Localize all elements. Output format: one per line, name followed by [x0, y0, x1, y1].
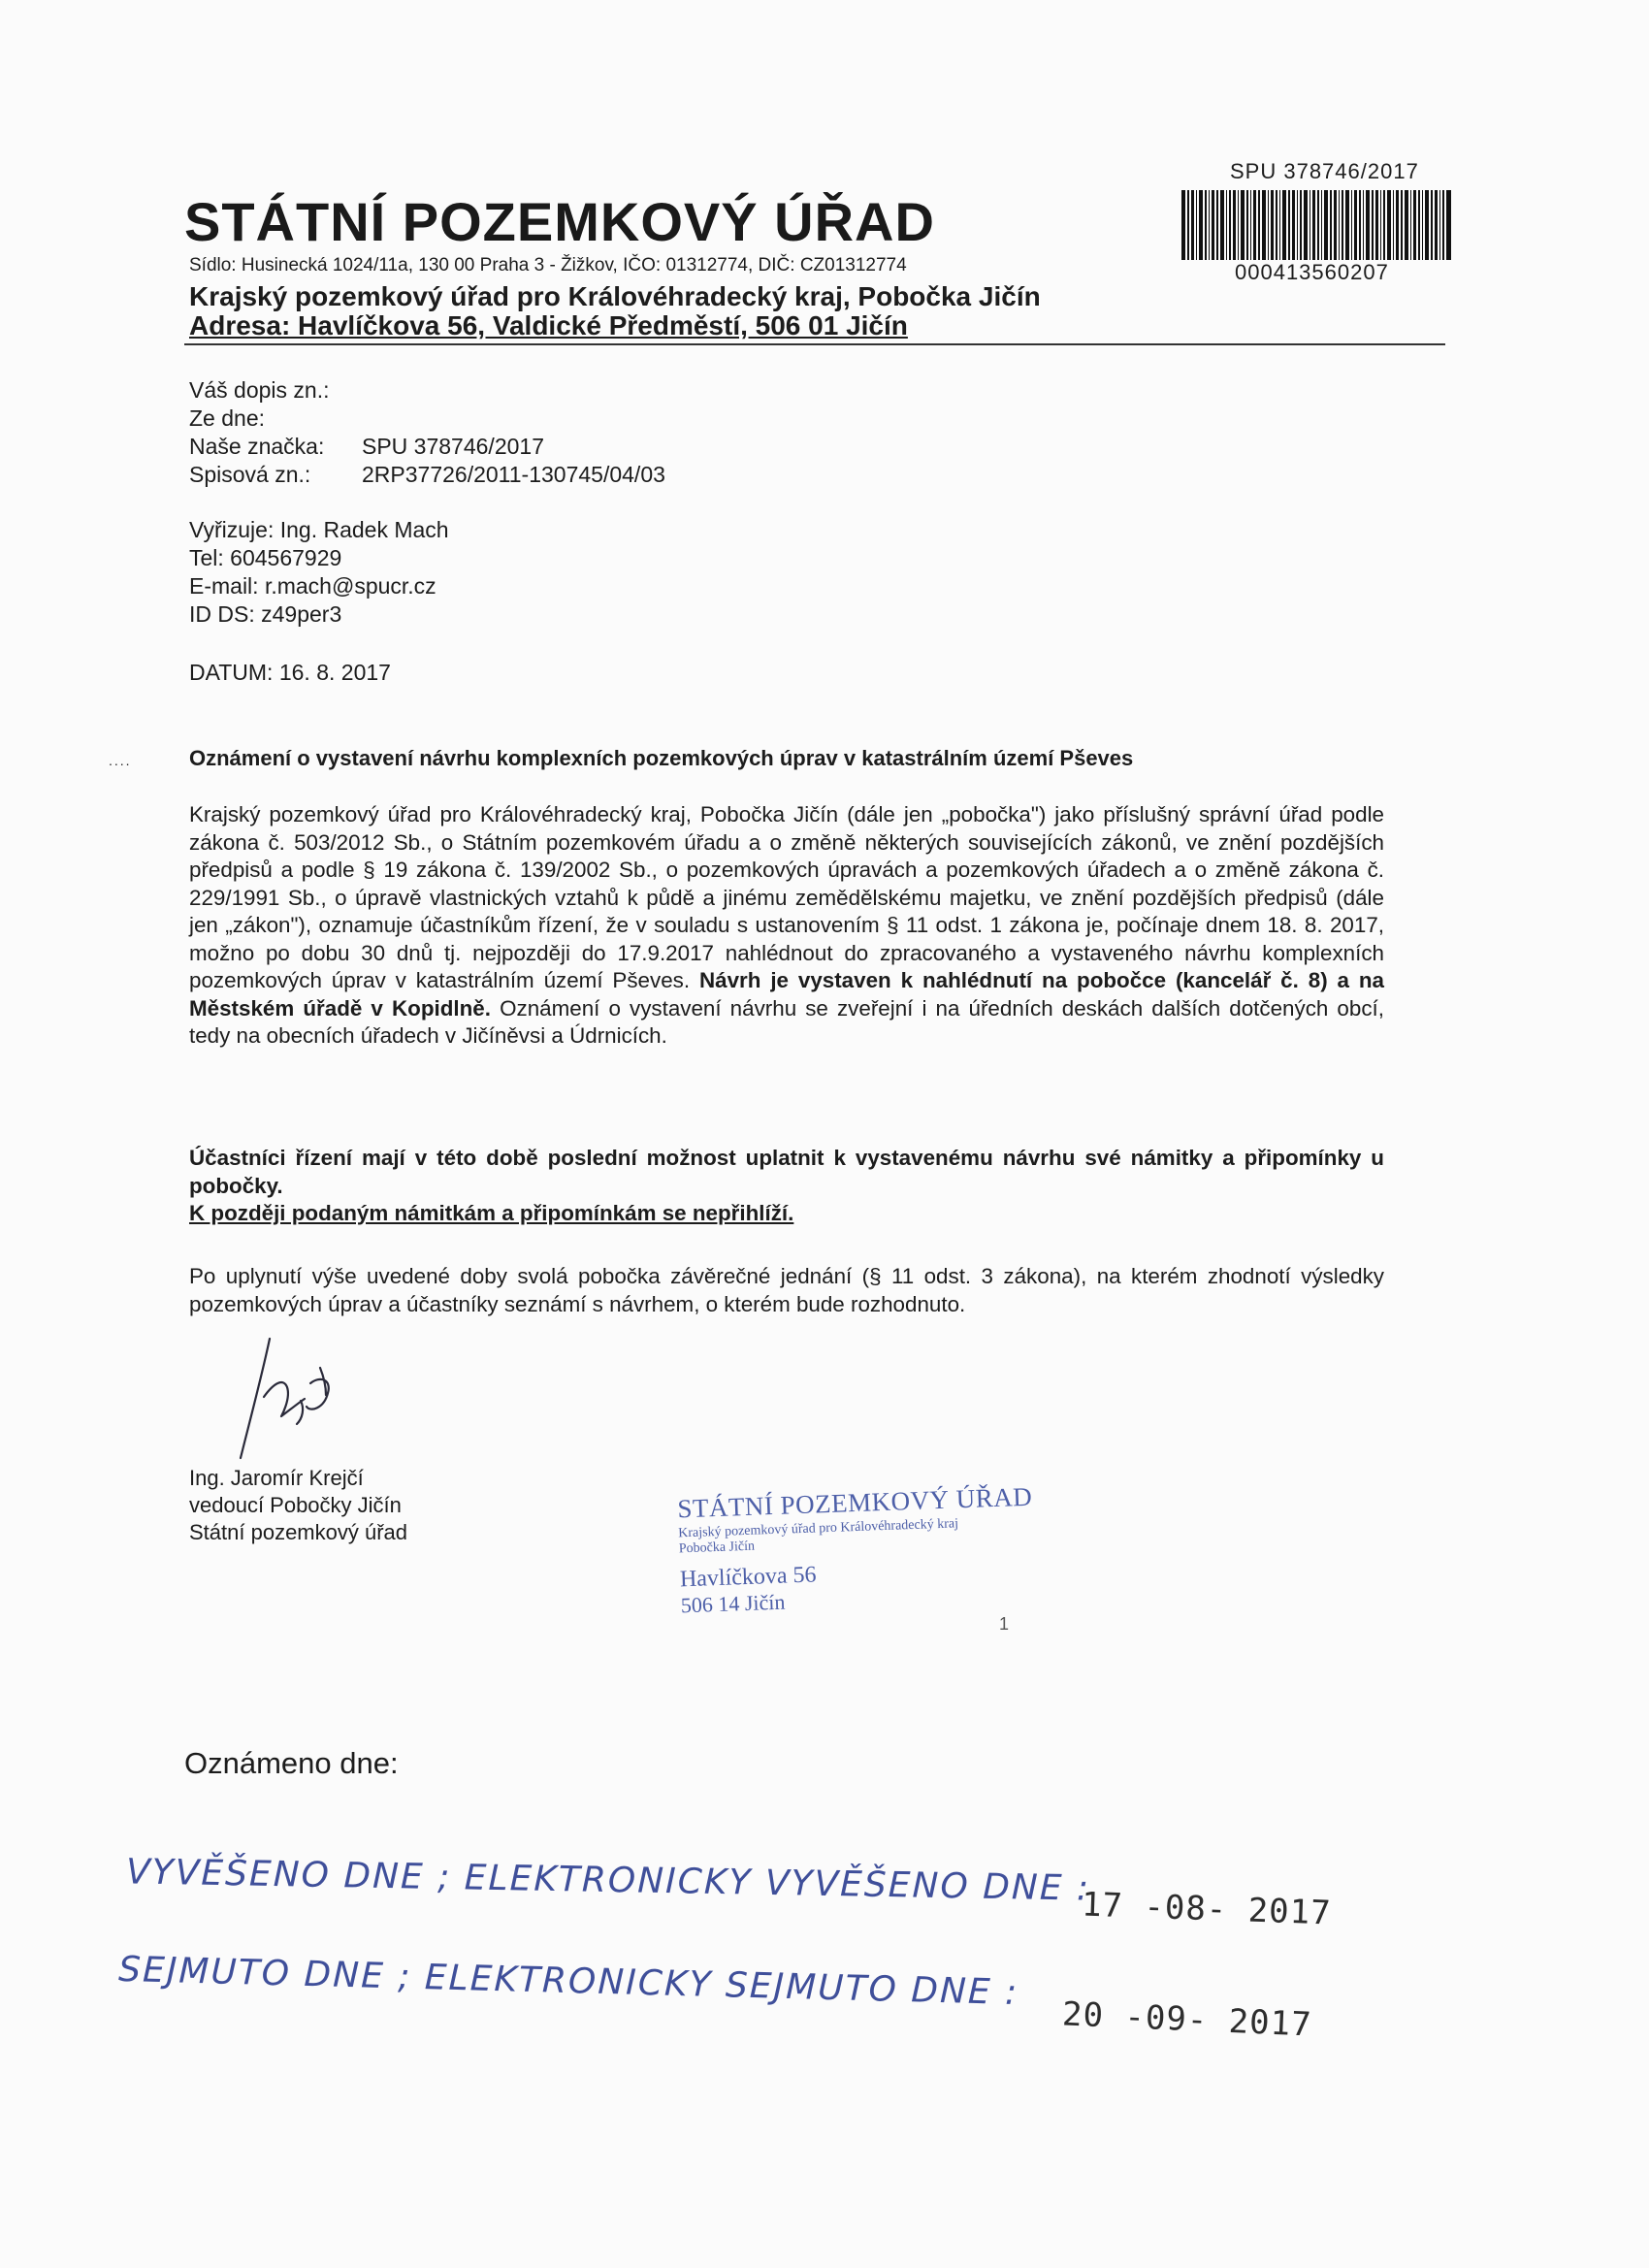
organization-title: STÁTNÍ POZEMKOVÝ ÚŘAD	[184, 191, 935, 252]
margin-mark: ....	[109, 753, 132, 768]
handler-data-box: ID DS: z49per3	[189, 601, 342, 627]
nase-znacka-value: SPU 378746/2017	[362, 434, 544, 459]
handler-phone: Tel: 604567929	[189, 545, 342, 570]
branch-name: Krajský pozemkový úřad pro Královéhradecký kraj, Pobočka Jičín	[189, 281, 1041, 311]
document-reference-top: SPU 378746/2017	[1230, 159, 1419, 183]
vas-dopis-label: Váš dopis zn.:	[189, 377, 330, 403]
body-p2-underlined: K později podaným námitkám a připomínkám se nepřihlíží.	[189, 1201, 794, 1225]
header-divider	[184, 343, 1445, 345]
stamp-line-3: Pobočka Jičín	[678, 1539, 756, 1557]
body-p1-text-end: Oznámení o vystavení návrhu se zveřejní i na úředních deskách dalších dotčených obcí, tedy na obecních úřadech v Jičíněvsi a Údrnicích.	[189, 995, 1384, 1048]
stamp-line-1: STÁTNÍ POZEMKOVÝ ÚŘAD	[676, 1481, 1033, 1524]
handwritten-signature	[223, 1327, 417, 1463]
handwritten-removed-note: SEJMUTO DNE ; ELEKTRONICKY SEJMUTO DNE :	[117, 1949, 1019, 2014]
spisova-label: Spisová zn.:	[189, 462, 311, 487]
body-p1-text: Krajský pozemkový úřad pro Královéhradecký kraj, Pobočka Jičín (dále jen „pobočka") jako příslušný správní úřad podle zákona č. 503/2012 Sb., o Státním pozemkovém úřadu a o změně některých souvisejících zákonů, ve znění pozdějších předpisů a podle § 19 zákona č. 139/2002 Sb., o pozemkových úpravách a pozemkových úřadech a o změně zákona č. 229/1991 Sb., o úpravě vlastnických vztahů k půdě a jinému zemědělskému majetku, ve znění pozdějších předpisů (dále jen „zákon"), oznamuje účastníkům řízení, že v souladu s ustanovením § 11 odst. 1 zákona je, počínaje dnem 18. 8. 2017, možno po dobu 30 dnů tj. nejpozději do 17.9.2017 nahlédnout do zpracovaného a vystaveného návrhu komplexních pozemkových úprav v katastrálním území Pševes.	[189, 802, 1384, 992]
body-paragraph-2	[189, 1145, 1384, 1228]
signer-role: vedoucí Pobočky Jičín	[189, 1493, 402, 1517]
signer-organization: Státní pozemkový úřad	[189, 1520, 408, 1544]
announced-on-label: Oznámeno dne:	[184, 1746, 399, 1780]
reference-block	[189, 376, 665, 489]
barcode-number: 000413560207	[1235, 260, 1389, 284]
signer-block	[189, 1465, 407, 1546]
posted-date-stamp: 17 -08- 2017	[1081, 1885, 1333, 1933]
document-date: DATUM: 16. 8. 2017	[189, 660, 391, 685]
stamp-line-4: Havlíčkova 56	[679, 1562, 817, 1593]
body-p1-bold: Návrh je vystaven k nahlédnutí na pobočce (kancelář č. 8) a na Městském úřadě v Kopidlně.	[189, 968, 1384, 1021]
office-stamp	[677, 1482, 1036, 1619]
subject-line: Oznámení o vystavení návrhu komplexních pozemkových úprav v katastrálním území Pševes	[189, 746, 1134, 770]
handwritten-posted-note: VYVĚŠENO DNE ; ELEKTRONICKY VYVĚŠENO DNE :	[125, 1852, 1091, 1909]
handler-name: Vyřizuje: Ing. Radek Mach	[189, 517, 449, 542]
removed-date-stamp: 20 -09- 2017	[1061, 1994, 1313, 2045]
spisova-value: 2RP37726/2011-130745/04/03	[362, 462, 665, 487]
branch-address: Adresa: Havlíčkova 56, Valdické Předměstí, 506 01 Jičín	[189, 310, 908, 340]
body-p2-text: Účastníci řízení mají v této době poslední možnost uplatnit k vystavenému návrhu své námitky a připomínky u pobočky.	[189, 1146, 1384, 1198]
handler-email: E-mail: r.mach@spucr.cz	[189, 573, 436, 599]
stamp-mark: 1	[999, 1614, 1010, 1634]
ze-dne-label: Ze dne:	[189, 405, 265, 431]
body-paragraph-3: Po uplynutí výše uvedené doby svolá pobočka závěrečné jednání (§ 11 odst. 3 zákona), na kterém zhodnotí výsledky pozemkových úprav a účastníky seznámí s návrhem, o kterém bude rozhodnuto.	[189, 1264, 1384, 1316]
stamp-line-2: Krajský pozemkový úřad pro Královéhradecký kraj	[678, 1516, 959, 1541]
barcode-icon	[1181, 190, 1451, 260]
stamp-line-5: 506 14 Jičín	[680, 1589, 786, 1618]
body-paragraph-1	[189, 801, 1384, 1051]
contact-block	[189, 516, 449, 629]
headquarters-line: Sídlo: Husinecká 1024/11a, 130 00 Praha 3 - Žižkov, IČO: 01312774, DIČ: CZ01312774	[189, 255, 907, 275]
nase-znacka-label: Naše značka:	[189, 434, 325, 459]
signer-name: Ing. Jaromír Krejčí	[189, 1466, 364, 1490]
